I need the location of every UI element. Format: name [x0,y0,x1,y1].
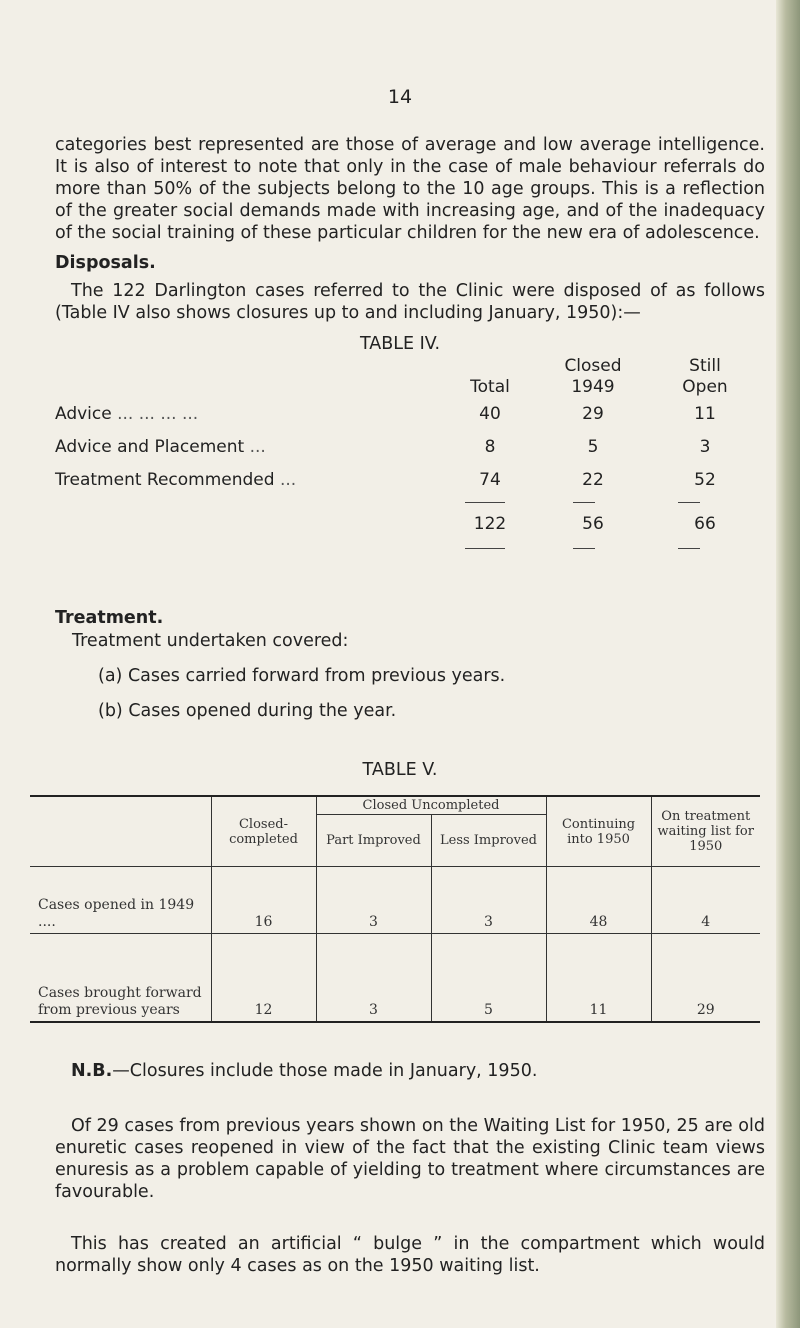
sum-rule [465,502,505,503]
table5-row-label: Cases brought forward from previous years [30,934,211,1022]
table4-header-total: Total [470,377,510,397]
total-rule [465,548,505,549]
table-row [30,934,760,1022]
table4-row [55,470,775,494]
table5-corner [30,796,211,867]
table4-cell-closed: 5 [587,437,599,457]
table5-header-less-improved: Less Improved [431,815,546,867]
total-rule [573,548,595,549]
leader-dots: ... [274,470,297,490]
table5-cell-part-improved: 3 [316,934,431,1022]
table4-totals-row [55,514,775,538]
table4-cell-open: 11 [694,404,716,424]
table4-cell-total: 40 [479,404,501,424]
table5-row-label: Cases opened in 1949 .... [30,867,211,934]
table5-cell-less-improved: 3 [431,867,546,934]
table4-row [55,404,775,428]
sum-rule [573,502,595,503]
table5-header-closed-uncompleted: Closed Uncompleted [316,796,546,815]
table5-cell-waiting: 4 [651,867,760,934]
table5-cell-part-improved: 3 [316,867,431,934]
table4-total-open: 66 [694,514,716,534]
intro-paragraph: categories best represented are those of average and low average intelligence. It is also of interest to note that only in the case of male behaviour referrals do more than 50% of the subjects belong to the 10 age groups. This is a reflection of the greater social demands made with increasing age, and of the inadequacy of the social training of these particular children for the new era of adolescence. [55,135,765,243]
table5-cell-waiting: 29 [651,934,760,1022]
disposals-paragraph: The 122 Darlington cases referred to the Clinic were disposed of as follows (Table IV also shows closures up to and including January, 1950):— [55,281,765,323]
table5-cell-continuing: 11 [546,934,651,1022]
total-rule [678,548,700,549]
table4-row [55,437,775,461]
table5-cell-closed-completed: 12 [211,934,316,1022]
table5-caption: TABLE V. [362,760,438,780]
disposals-heading: Disposals. [55,253,156,273]
table5-header-part-improved: Part Improved [316,815,431,867]
table4-total-closed: 56 [582,514,604,534]
sum-rule [678,502,700,503]
table4-header-closed-line2: 1949 [571,377,615,397]
waiting-list-paragraph: Of 29 cases from previous years shown on the Waiting List for 1950, 25 are old enuretic cases reopened in view of the fact that the existing Clinic team views enuresis as a problem capable of yielding to treatment where circumstances are favourable. [55,1116,765,1202]
treatment-item-a: (a) Cases carried forward from previous years. [98,666,506,686]
leader-dots: ... [244,437,266,457]
table-row [30,867,760,934]
table4-row-label: Advice [55,404,112,424]
table4-header-closed-line1: Closed [564,356,622,376]
table4-cell-total: 74 [479,470,501,490]
table5-cell-closed-completed: 16 [211,867,316,934]
leader-dots: ... ... ... ... [111,404,199,424]
table4-header-row2 [55,377,775,401]
nb-label: N.B. [71,1061,113,1081]
table5-cell-less-improved: 5 [431,934,546,1022]
table5-header-on-treatment: On treatment waiting list for 1950 [651,796,760,867]
table4-header-still-line2: Open [682,377,728,397]
nb-text: —Closures include those made in January, 1950. [112,1061,538,1081]
table4-row-label: Treatment Recommended [55,470,275,490]
treatment-intro: Treatment undertaken covered: [72,631,349,651]
table4-cell-open: 3 [699,437,711,457]
treatment-item-b: (b) Cases opened during the year. [98,701,397,721]
table4-caption: TABLE IV. [359,334,441,354]
table4-cell-closed: 29 [582,404,604,424]
table5-header-continuing: Continuing into 1950 [546,796,651,867]
treatment-heading: Treatment. [55,608,164,628]
table5-header-closed-completed: Closed-completed [211,796,316,867]
page-edge-shadow [776,0,800,1328]
page-number: 14 [387,86,413,108]
table4-cell-open: 52 [694,470,716,490]
table4-cell-total: 8 [484,437,496,457]
table4-row-label: Advice and Placement [55,437,245,457]
table4-cell-closed: 22 [582,470,604,490]
table4-total-total: 122 [473,514,507,534]
table5-cell-continuing: 48 [546,867,651,934]
bulge-paragraph: This has created an artificial “ bulge ” in the compartment which would normally show only 4 cases as on the 1950 waiting list. [55,1234,765,1276]
table4-header-still-line1: Still [689,356,721,376]
nb-note [55,1060,765,1082]
table5 [30,795,760,1023]
